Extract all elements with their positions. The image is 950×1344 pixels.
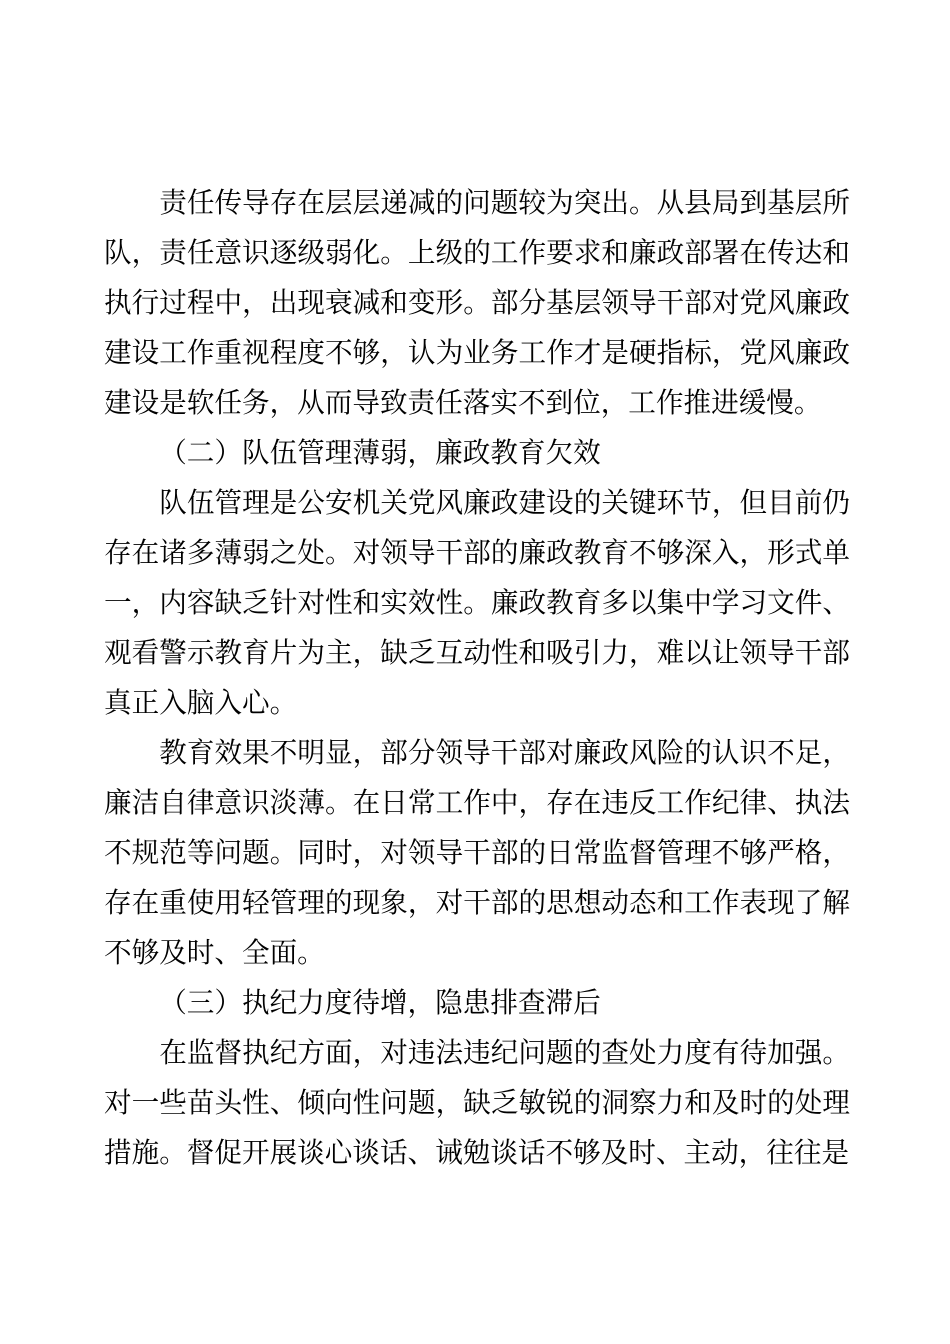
- section-heading: （三）执纪力度待增，隐患排查滞后: [159, 987, 601, 1018]
- body-paragraph: 队伍管理是公安机关党风廉政建设的关键环节，但目前仍存在诸多薄弱之处。对领导干部的廉政教育不够深入，形式单一，内容缺乏针对性和实效性。廉政教育多以集中学习文件、观看警示教育片为主，缺乏互动性和吸引力，难以让领导干部真正入脑入心。: [104, 487, 850, 718]
- body-paragraph: 责任传导存在层层递减的问题较为突出。从县局到基层所队，责任意识逐级弱化。上级的工作要求和廉政部署在传达和执行过程中，出现衰减和变形。部分基层领导干部对党风廉政建设工作重视程度不够，认为业务工作才是硬指标，党风廉政建设是软任务，从而导致责任落实不到位，工作推进缓慢。: [104, 187, 850, 418]
- body-paragraph: 在监督执纪方面，对违法违纪问题的查处力度有待加强。对一些苗头性、倾向性问题，缺乏敏锐的洞察力和及时的处理措施。督促开展谈心谈话、诫勉谈话不够及时、主动，往往是: [104, 1037, 850, 1168]
- document-body: [104, 178, 850, 1178]
- section-heading: （二）队伍管理薄弱，廉政教育欠效: [159, 437, 601, 468]
- body-paragraph: 教育效果不明显，部分领导干部对廉政风险的认识不足，廉洁自律意识淡薄。在日常工作中，存在违反工作纪律、执法不规范等问题。同时，对领导干部的日常监督管理不够严格，存在重使用轻管理的现象，对干部的思想动态和工作表现了解不够及时、全面。: [104, 737, 850, 968]
